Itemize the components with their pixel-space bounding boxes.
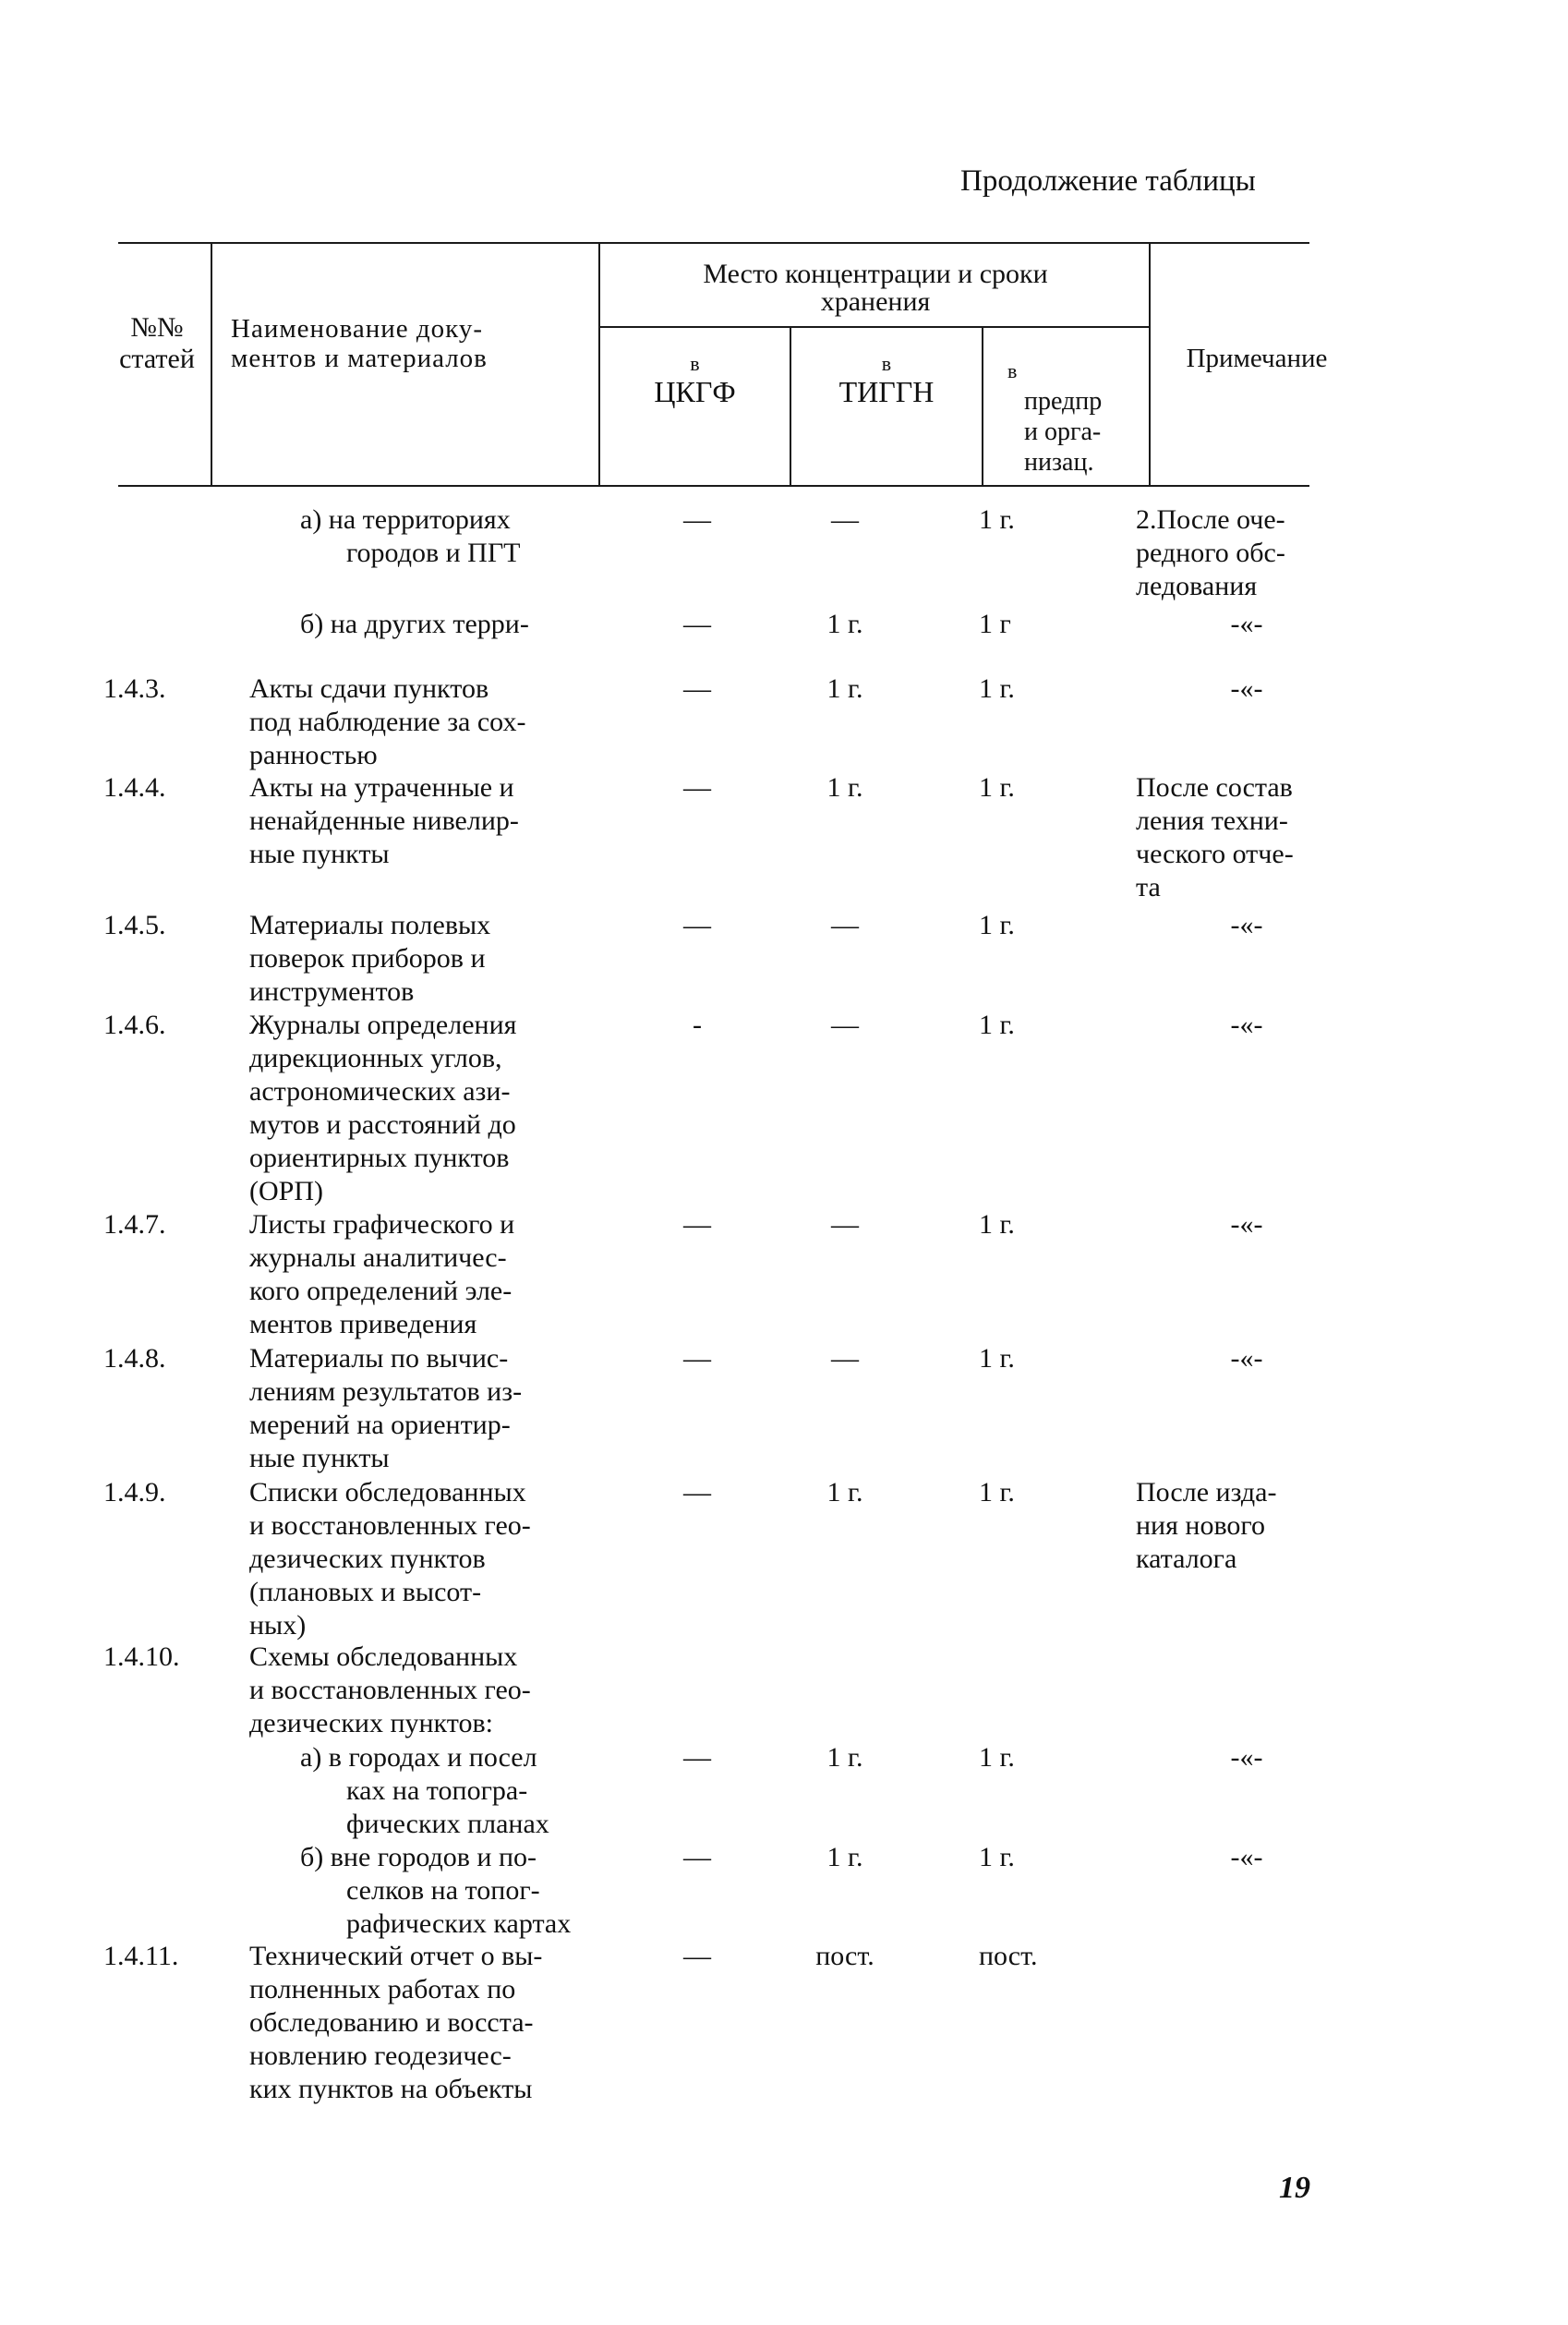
storage-enterprise: 1 г. <box>979 772 1015 803</box>
document-name-line: дирекционных углов, <box>249 1043 502 1073</box>
document-name-line: Акты сдачи пунктов <box>249 673 489 704</box>
document-name-line: Технический отчет о вы- <box>249 1941 543 1971</box>
document-name-line: а) в городах и посел <box>300 1742 537 1773</box>
header-sub-tiggn-label: ТИГГН <box>838 375 935 408</box>
article-number: 1.4.5. <box>103 910 166 940</box>
note-line: -«- <box>1230 1742 1263 1773</box>
document-name-line: мутов и расстояний до <box>249 1109 516 1140</box>
document-name-line: б) вне городов и по- <box>300 1842 537 1872</box>
article-number: 1.4.9. <box>103 1477 166 1508</box>
header-group-line1: Место концентрации и сроки <box>703 259 1048 289</box>
document-name-line: журналы аналитичес- <box>249 1242 507 1273</box>
document-name-line: ках на топогра- <box>346 1775 528 1806</box>
page-number: 19 <box>1279 2171 1310 2205</box>
storage-tiggn: — <box>831 1343 859 1374</box>
header-col-name <box>231 314 488 373</box>
storage-ckgf: — <box>683 1477 711 1508</box>
document-name-line: Схемы обследованных <box>249 1641 518 1672</box>
document-name-line: и восстановленных гео- <box>249 1675 531 1705</box>
storage-ckgf: — <box>683 1742 711 1773</box>
header-sub-ckgf-prefix: в <box>690 352 700 375</box>
note-line: ческого отче- <box>1136 839 1294 869</box>
storage-tiggn: — <box>831 910 859 940</box>
document-name-line: ранностью <box>249 740 378 770</box>
article-number: 1.4.3. <box>103 673 166 704</box>
document-name <box>249 771 600 871</box>
storage-enterprise: 1 г. <box>979 1477 1015 1508</box>
document-name-line: Материалы по вычис- <box>249 1343 509 1374</box>
header-group-line2: хранения <box>820 286 931 317</box>
document-name <box>249 1476 600 1642</box>
note-line: ления техни- <box>1136 805 1288 836</box>
storage-enterprise: 1 г. <box>979 504 1015 535</box>
storage-tiggn: 1 г. <box>826 1477 863 1508</box>
header-divider-1 <box>211 242 212 487</box>
document-name <box>249 1342 600 1475</box>
note-line: -«- <box>1230 1209 1263 1240</box>
document-name-line: дезических пунктов: <box>249 1708 493 1738</box>
header-sub-enterprise-line1: в <box>1007 359 1018 382</box>
note-line: каталога <box>1136 1544 1237 1574</box>
note-line: -«- <box>1230 1343 1263 1374</box>
storage-enterprise: 1 г. <box>979 1209 1015 1240</box>
header-sub-enterprise-line3: и орга- <box>1024 418 1102 446</box>
storage-ckgf: — <box>683 1842 711 1872</box>
storage-tiggn: 1 г. <box>826 609 863 639</box>
header-sub-enterprise <box>983 356 1150 478</box>
article-number: 1.4.7. <box>103 1209 166 1240</box>
note-line: ледования <box>1136 571 1258 601</box>
article-number: 1.4.11. <box>103 1941 179 1971</box>
storage-ckgf: — <box>683 609 711 639</box>
header-bottom-rule <box>118 485 1309 487</box>
document-name-line: Списки обследованных <box>249 1477 526 1508</box>
storage-tiggn: — <box>831 1209 859 1240</box>
header-sub-ckgf <box>600 353 790 408</box>
storage-tiggn: 1 г. <box>826 1842 863 1872</box>
document-name-line: Материалы полевых <box>249 910 491 940</box>
storage-ckgf: — <box>683 1941 711 1971</box>
document-name-line: ные пункты <box>249 1443 390 1473</box>
document-name-line: Листы графического и <box>249 1209 515 1240</box>
article-number: 1.4.6. <box>103 1010 166 1040</box>
header-col-note-label: Примечание <box>1186 344 1328 373</box>
note-line: -«- <box>1230 1010 1263 1040</box>
header-col-name-line2: ментов и материалов <box>231 344 488 373</box>
note <box>1136 1841 1357 1874</box>
header-group-storage <box>600 260 1151 316</box>
storage-tiggn: — <box>831 1010 859 1040</box>
storage-enterprise: 1 г. <box>979 1010 1015 1040</box>
storage-enterprise: 1 г. <box>979 1742 1015 1773</box>
document-name <box>249 1641 600 1740</box>
document-name <box>249 672 600 772</box>
document-name-line: фических планах <box>346 1809 549 1839</box>
document-name-line: обследованию и восста- <box>249 2007 534 2038</box>
document-name <box>300 1741 614 1841</box>
document-name-line: ориентирных пунктов <box>249 1143 510 1173</box>
document-name-line: рафических картах <box>346 1908 572 1939</box>
document-name-line: ненайденные нивелир- <box>249 805 519 836</box>
note <box>1136 1741 1357 1774</box>
note-line: ния нового <box>1136 1510 1265 1541</box>
note-line: -«- <box>1230 910 1263 940</box>
note-line: -«- <box>1230 1842 1263 1872</box>
note-line: 2.После оче- <box>1136 504 1285 535</box>
document-name-line: (ОРП) <box>249 1176 323 1206</box>
header-sub-tiggn <box>791 353 982 408</box>
document-name-line: под наблюдение за сох- <box>249 707 526 737</box>
note <box>1136 1009 1357 1042</box>
storage-ckgf: — <box>683 910 711 940</box>
storage-ckgf: — <box>683 504 711 535</box>
document-name-line: дезических пунктов <box>249 1544 486 1574</box>
header-top-rule <box>118 242 1309 244</box>
document-name-line: селков на топог- <box>346 1875 540 1906</box>
note-line: редного обс- <box>1136 538 1285 568</box>
note-line: -«- <box>1230 609 1263 639</box>
note <box>1136 1342 1357 1375</box>
note-line: После состав <box>1136 772 1293 803</box>
document-name-line: лениям результатов из- <box>249 1376 523 1407</box>
storage-tiggn: — <box>831 504 859 535</box>
note <box>1136 909 1357 942</box>
header-sub-tiggn-prefix: в <box>881 352 892 375</box>
note <box>1136 503 1357 603</box>
document-name-line: б) на других терри- <box>300 609 529 639</box>
header-sub-ckgf-label: ЦКГФ <box>654 375 736 408</box>
table-continuation-caption: Продолжение таблицы <box>960 164 1256 198</box>
document-name-line: (плановых и высот- <box>249 1577 482 1607</box>
document-name-line: инструментов <box>249 976 415 1007</box>
note <box>1136 672 1357 706</box>
note <box>1136 1476 1357 1576</box>
note-line: После изда- <box>1136 1477 1277 1508</box>
document-name <box>249 1208 600 1341</box>
storage-enterprise: 1 г <box>979 609 1011 639</box>
document-name-line: Акты на утраченные и <box>249 772 514 803</box>
note-line: та <box>1136 872 1161 902</box>
storage-ckgf: — <box>683 673 711 704</box>
document-name-line: ных) <box>249 1610 307 1641</box>
document-name-line: полненных работах по <box>249 1974 516 2004</box>
article-number: 1.4.8. <box>103 1343 166 1374</box>
storage-enterprise: 1 г. <box>979 910 1015 940</box>
note <box>1136 771 1357 904</box>
note-line: -«- <box>1230 673 1263 704</box>
storage-ckgf: — <box>683 1343 711 1374</box>
storage-enterprise: 1 г. <box>979 1842 1015 1872</box>
article-number: 1.4.10. <box>103 1641 180 1672</box>
document-name-line: Журналы определения <box>249 1010 517 1040</box>
storage-enterprise: 1 г. <box>979 1343 1015 1374</box>
note <box>1136 608 1357 641</box>
article-number: 1.4.4. <box>103 772 166 803</box>
storage-enterprise: 1 г. <box>979 673 1015 704</box>
storage-tiggn: 1 г. <box>826 1742 863 1773</box>
header-col-number <box>103 312 211 375</box>
header-col-note <box>1151 345 1363 372</box>
document-name-line: поверок приборов и <box>249 943 486 974</box>
header-sub-enterprise-line2: предпр <box>1024 387 1103 416</box>
document-name-line: новлению геодезичес- <box>249 2040 512 2071</box>
document-name-line: мерений на ориентир- <box>249 1410 511 1440</box>
document-name-line: ментов приведения <box>249 1309 477 1339</box>
group-header-rule <box>598 326 1151 328</box>
header-col-number-line2: статей <box>119 344 195 374</box>
document-name <box>249 1940 600 2106</box>
storage-tiggn: 1 г. <box>826 772 863 803</box>
document-name <box>300 503 614 570</box>
document-name-line: городов и ПГТ <box>346 538 521 568</box>
storage-ckgf: — <box>683 1209 711 1240</box>
document-name-line: ные пункты <box>249 839 390 869</box>
storage-tiggn: 1 г. <box>826 673 863 704</box>
document-name <box>300 608 614 641</box>
document-name-line: астрономических ази- <box>249 1076 511 1107</box>
storage-ckgf: - <box>693 1010 702 1040</box>
document-name-line: и восстановленных гео- <box>249 1510 531 1541</box>
storage-tiggn: пост. <box>815 1941 874 1971</box>
document-name-line: кого определений эле- <box>249 1276 513 1306</box>
document-name <box>249 909 600 1009</box>
document-name <box>300 1841 614 1941</box>
header-col-name-line1: Наименование доку- <box>231 314 484 344</box>
header-col-number-line1: №№ <box>130 312 184 343</box>
document-name-line: а) на территориях <box>300 504 511 535</box>
storage-ckgf: — <box>683 772 711 803</box>
document-name <box>249 1009 600 1208</box>
header-sub-enterprise-line4: низац. <box>1024 448 1094 477</box>
storage-enterprise: пост. <box>979 1941 1038 1971</box>
note <box>1136 1208 1357 1241</box>
document-name-line: ких пунктов на объекты <box>249 2074 533 2104</box>
